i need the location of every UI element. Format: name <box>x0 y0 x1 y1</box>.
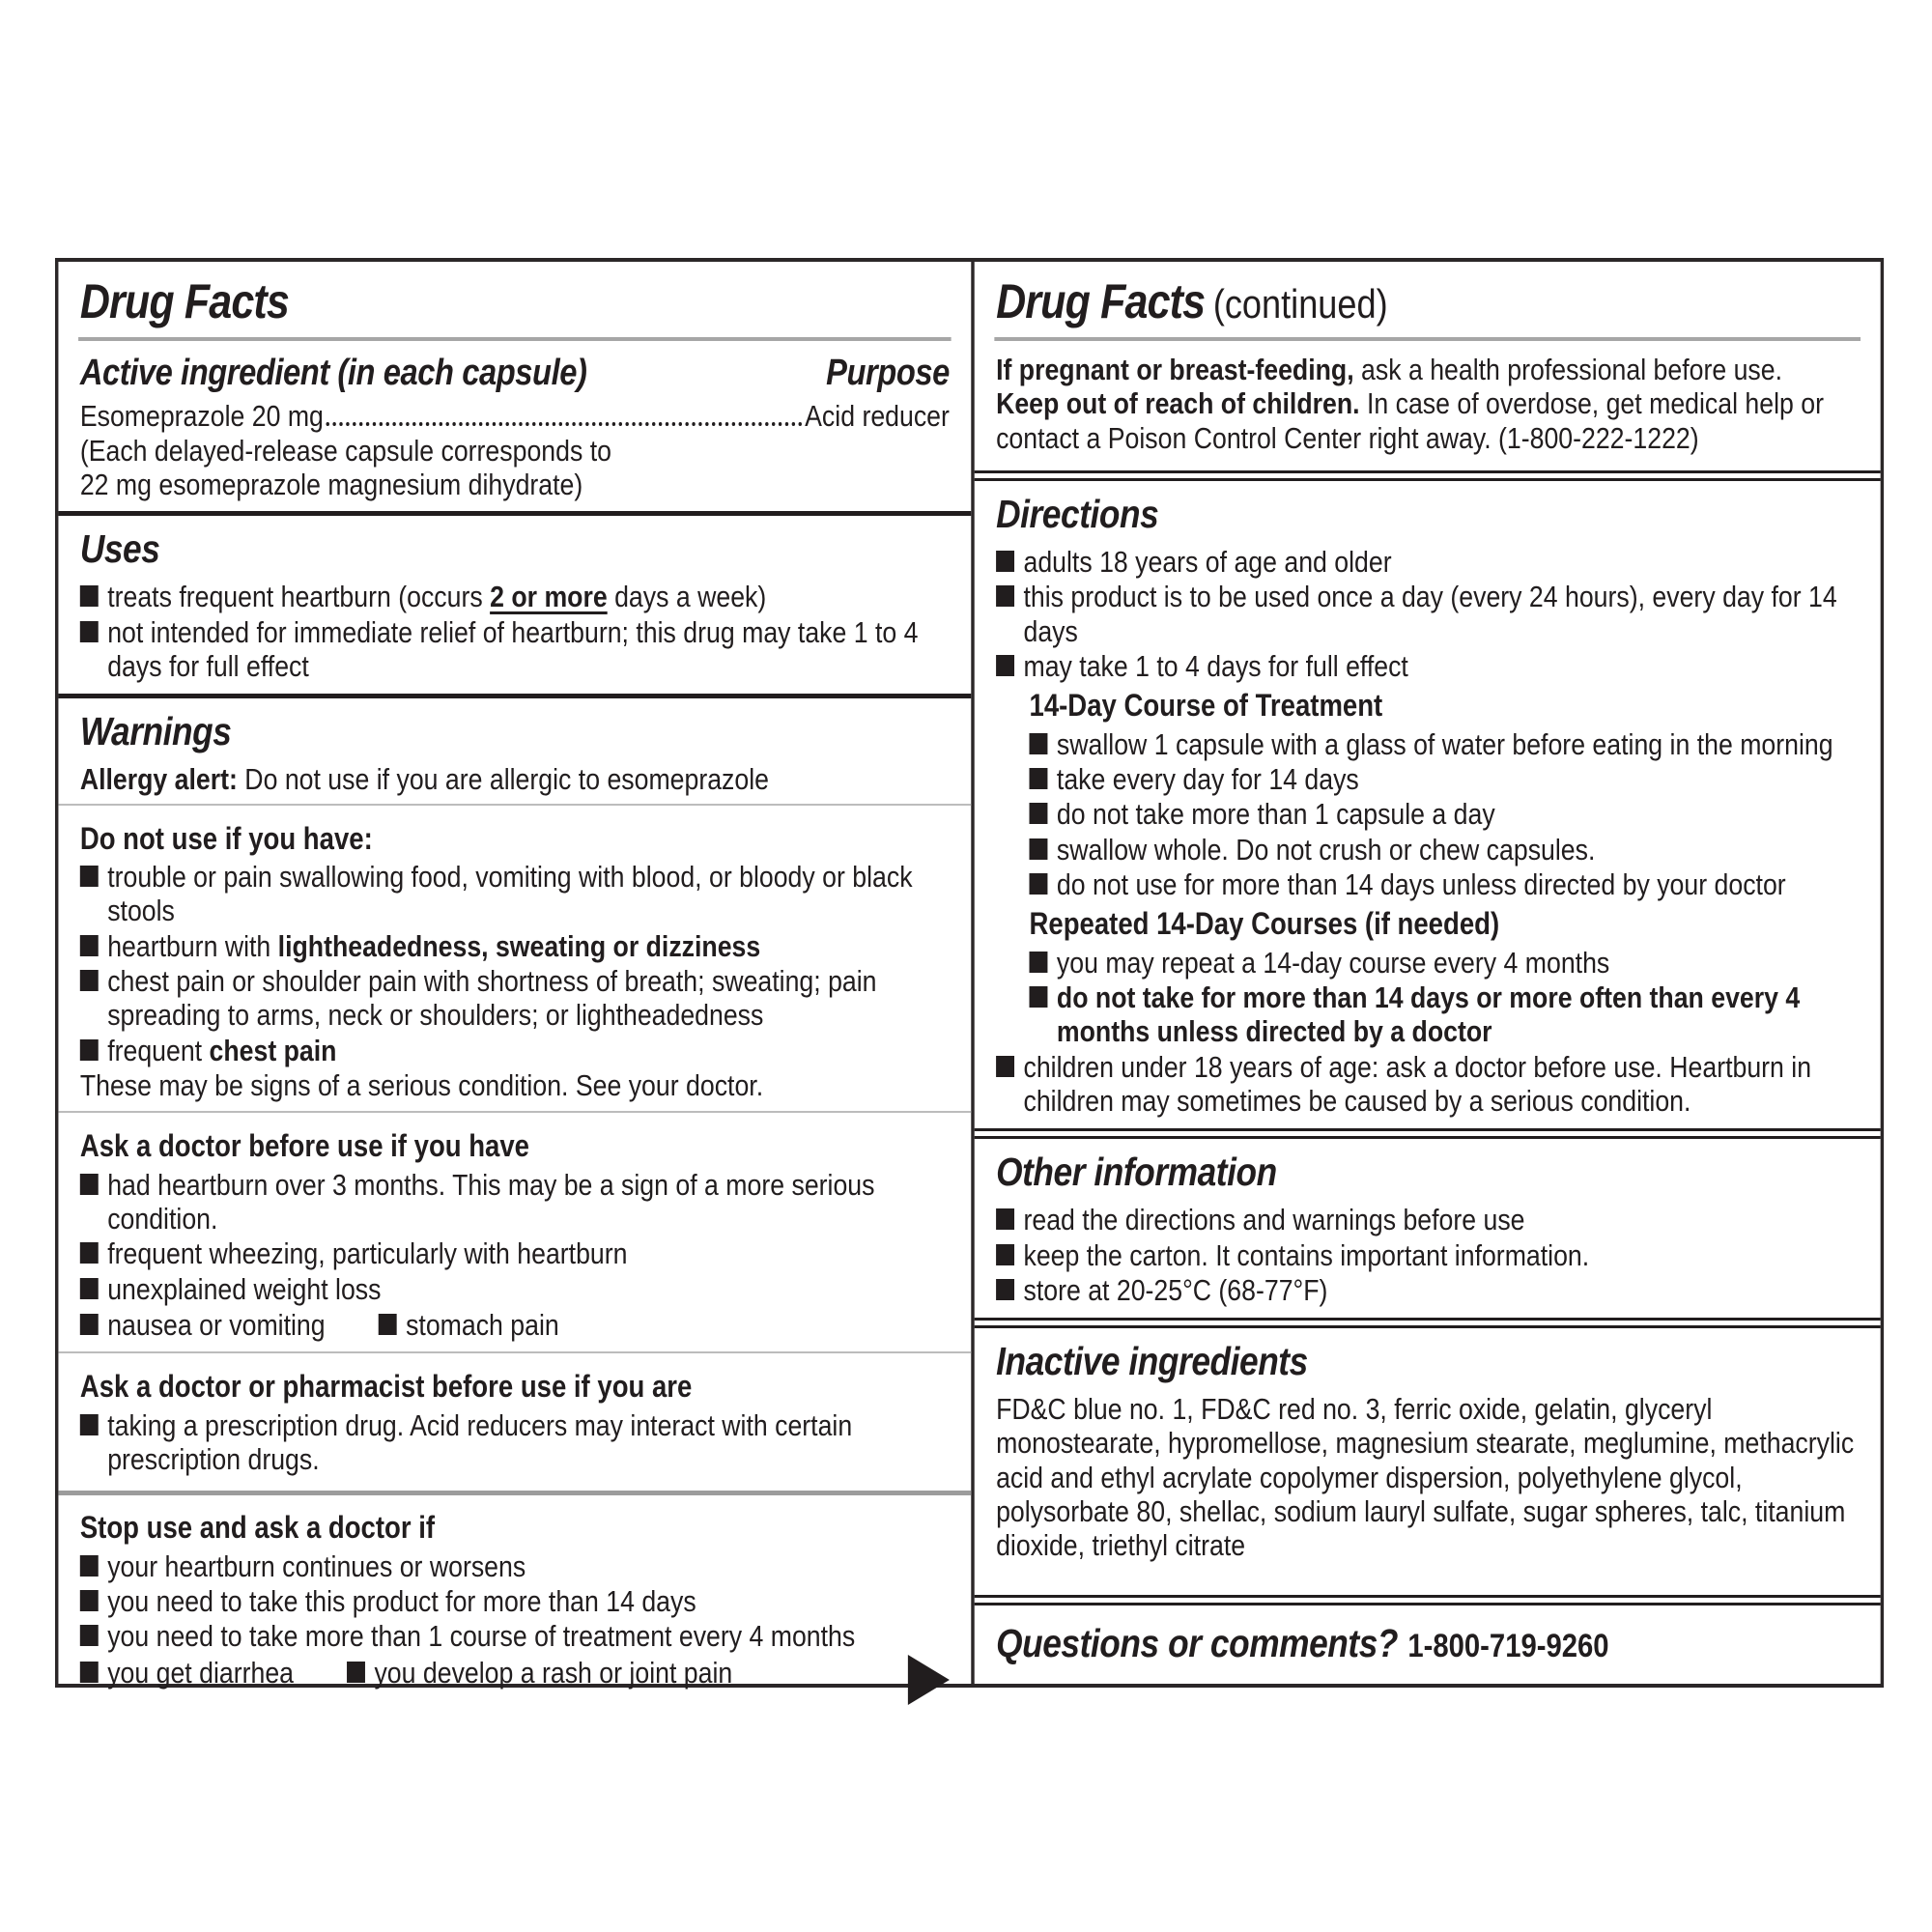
stop-use-heading: Stop use and ask a doctor if <box>79 1510 436 1546</box>
allergy-alert-lead: Allergy alert: <box>79 762 238 797</box>
keep-out-of-reach-line <box>996 386 1859 455</box>
active-ingredient-head-row <box>80 353 950 394</box>
uses-title: Uses <box>79 526 160 572</box>
do-not-use-bullet-4 <box>80 1034 950 1067</box>
ask-pharmacist-bullet-1 <box>80 1408 950 1477</box>
directions-bullet-4 <box>996 1050 1859 1119</box>
stop-use-bullet-4b-text: you develop a rash or joint pain <box>374 1655 733 1690</box>
do-not-use-b2-pre: heartburn with <box>107 928 278 963</box>
course-bullet-1 <box>1030 727 1860 761</box>
ask-doctor-bullet-2 <box>80 1236 950 1270</box>
pregnancy-warning-section <box>975 341 1881 470</box>
continued-text: (continued) <box>1212 281 1388 327</box>
bullet-square-icon <box>80 1590 99 1611</box>
drug-facts-continued-title <box>996 275 1859 327</box>
bullet-square-icon <box>1030 986 1048 1008</box>
other-bullet-2-text: keep the carton. It contains important information. <box>1023 1237 1590 1272</box>
stop-use-block <box>58 1491 971 1718</box>
ask-doctor-bullet-pair <box>80 1307 950 1343</box>
other-information-section <box>975 1139 1881 1318</box>
bullet-square-icon <box>1030 873 1048 895</box>
purpose-heading: Purpose <box>826 353 950 393</box>
bullet-square-icon <box>1030 838 1048 860</box>
uses-bullet-1-text <box>107 580 950 613</box>
bullet-square-icon <box>80 1314 99 1335</box>
do-not-use-b4-bold: chest pain <box>209 1033 337 1067</box>
course-bullet-1-text: swallow 1 capsule with a glass of water before eating in the morning <box>1056 726 1833 761</box>
drug-facts-title: Drug Facts <box>79 274 289 328</box>
ask-pharmacist-subsection <box>58 1356 971 1491</box>
other-bullet-3-text: store at 20-25°C (68-77°F) <box>1023 1272 1328 1307</box>
ask-doctor-bullet-3-text: unexplained weight loss <box>107 1271 382 1306</box>
drug-facts-panel <box>55 258 1884 1688</box>
bullet-square-icon <box>80 1625 99 1646</box>
stop-use-bullet-2-text: you need to take this product for more than 14 days <box>107 1584 696 1618</box>
bullet-square-icon <box>80 1662 99 1683</box>
do-not-use-bullet-3-text: chest pain or shoulder pain with shortness of breath; sweating; pain spreading to arms, neck or shoulders; or lightheadedness <box>107 963 877 1033</box>
do-not-use-b4-pre: frequent <box>107 1033 210 1067</box>
ask-doctor-bullet-2-text: frequent wheezing, particularly with heartburn <box>107 1236 628 1271</box>
stop-use-bullet-2 <box>80 1584 950 1618</box>
uses-section <box>58 516 971 694</box>
allergy-alert-rest: Do not use if you are allergic to esomeprazole <box>237 762 770 797</box>
do-not-use-subsection <box>58 809 971 1109</box>
course-bullet-5 <box>1030 867 1860 901</box>
uses-b1-emphasis: 2 or more <box>490 580 608 614</box>
continue-arrow-icon <box>908 1655 950 1705</box>
bullet-square-icon <box>996 1279 1014 1300</box>
keep-out-rest: In case of overdose, get medical help or contact a Poison Control Center right away. (1-800-222-1222) <box>996 386 1824 455</box>
bullet-square-icon <box>347 1662 365 1683</box>
questions-block <box>975 1595 1881 1684</box>
repeat-bullet-1-text: you may repeat a 14-day course every 4 months <box>1056 945 1610 980</box>
stop-use-bullet-3-text: you need to take more than 1 course of treatment every 4 months <box>107 1619 856 1654</box>
directions-bullet-2 <box>996 580 1859 648</box>
course-bullet-3 <box>1030 797 1860 831</box>
pregnancy-line <box>996 353 1859 386</box>
bullet-square-icon <box>80 1174 99 1195</box>
stop-use-bullet-1 <box>80 1549 950 1583</box>
inactive-ingredients-section <box>975 1328 1881 1573</box>
inactive-ingredients-text: FD&C blue no. 1, FD&C red no. 3, ferric oxide, gelatin, glyceryl monostearate, hypromellose, magnesium stearate, meglumine, methacrylic acid and ethyl acrylate copolymer dispersion, polyethylene glycol, polysorbate 80, shellac, sodium lauryl sulfate, sugar spheres, talc, titanium dioxide, triethyl citrate <box>996 1392 1855 1563</box>
bullet-square-icon <box>80 1242 99 1264</box>
do-not-use-b2-bold: lightheadedness, sweating or dizziness <box>277 928 761 963</box>
bullet-square-icon <box>996 655 1014 676</box>
course-bullet-2 <box>1030 762 1860 796</box>
other-information-title: Other information <box>996 1150 1277 1195</box>
stop-use-bullet-4a <box>80 1656 294 1690</box>
directions-title: Directions <box>996 491 1159 536</box>
ask-doctor-subsection <box>58 1116 971 1349</box>
do-not-use-bullet-1-text: trouble or pain swallowing food, vomiting with blood, or bloody or black stools <box>107 859 913 928</box>
serious-condition-note: These may be signs of a serious condition. See your doctor. <box>79 1067 764 1102</box>
bullet-square-icon <box>1030 733 1048 754</box>
uses-bullet-1 <box>80 580 950 613</box>
questions-title: Questions or comments? <box>996 1621 1399 1665</box>
directions-bullet-1 <box>996 545 1859 579</box>
drug-facts-label <box>55 258 1932 1688</box>
section-divider <box>975 1318 1881 1328</box>
bullet-square-icon <box>996 1056 1014 1077</box>
drug-facts-title-text: Drug Facts <box>996 274 1206 328</box>
course-bullet-2-text: take every day for 14 days <box>1056 761 1359 796</box>
other-bullet-1 <box>996 1203 1859 1236</box>
uses-bullet-2 <box>80 615 950 684</box>
stop-use-bullet-4b <box>347 1656 732 1690</box>
section-divider <box>975 470 1881 481</box>
course-bullet-4 <box>1030 833 1860 867</box>
bullet-square-icon <box>80 1039 99 1061</box>
ingredient-row <box>80 398 950 434</box>
pregnancy-lead: If pregnant or breast-feeding, <box>996 353 1354 386</box>
repeat-heading: Repeated 14-Day Courses (if needed) <box>1029 906 1500 942</box>
uses-b1-post: days a week) <box>607 580 767 614</box>
ask-doctor-heading: Ask a doctor before use if you have <box>79 1128 529 1164</box>
subsection-divider <box>58 1111 971 1113</box>
allergy-alert <box>80 762 950 796</box>
bullet-square-icon <box>80 866 99 887</box>
do-not-use-heading: Do not use if you have: <box>79 820 373 856</box>
course-bullet-4-text: swallow whole. Do not crush or chew capsules. <box>1056 832 1596 867</box>
bullet-square-icon <box>80 970 99 991</box>
bullet-square-icon <box>80 1414 99 1435</box>
ask-doctor-bullet-3 <box>80 1272 950 1306</box>
directions-section <box>975 481 1881 1128</box>
do-not-use-bullet-1 <box>80 860 950 928</box>
uses-b1-pre: treats frequent heartburn (occurs <box>107 580 491 614</box>
active-ingredient-section <box>58 341 971 511</box>
left-titlebar <box>58 262 971 327</box>
ingredient-name: Esomeprazole 20 mg <box>79 398 324 433</box>
bullet-square-icon <box>80 1278 99 1299</box>
bullet-square-icon <box>379 1314 397 1335</box>
ingredient-note-line1: (Each delayed-release capsule corresponds to <box>79 433 611 468</box>
bullet-square-icon <box>80 621 99 642</box>
repeat-bullet-1 <box>1030 946 1860 980</box>
bullet-square-icon <box>996 1244 1014 1265</box>
warnings-title: Warnings <box>79 709 232 754</box>
bullet-square-icon <box>80 585 99 607</box>
ask-doctor-bullet-4a-text: nausea or vomiting <box>107 1307 326 1342</box>
directions-bullet-2-text: this product is to be used once a day (every 24 hours), every day for 14 days <box>1023 580 1837 648</box>
keep-out-lead: Keep out of reach of children. <box>996 386 1360 421</box>
right-column <box>975 262 1881 1684</box>
section-divider <box>975 1595 1881 1605</box>
bullet-square-icon <box>80 1555 99 1577</box>
active-ingredient-heading: Active ingredient (in each capsule) <box>79 353 587 393</box>
stop-use-bullet-pair <box>80 1655 950 1705</box>
subsection-divider <box>58 1351 971 1353</box>
bullet-square-icon <box>996 1208 1014 1230</box>
section-divider <box>975 1128 1881 1139</box>
stop-use-subsection <box>58 1495 971 1718</box>
questions-section <box>975 1605 1881 1684</box>
directions-bullet-3-text: may take 1 to 4 days for full effect <box>1023 648 1408 683</box>
ask-doctor-bullet-4a <box>80 1308 326 1342</box>
ask-doctor-bullet-1-text: had heartburn over 3 months. This may be a sign of a more serious condition. <box>107 1167 875 1236</box>
inactive-ingredients-title: Inactive ingredients <box>996 1339 1308 1384</box>
uses-bullet-2-text: not intended for immediate relief of heartburn; this drug may take 1 to 4 days for full effect <box>107 614 919 683</box>
directions-bullet-4-text: children under 18 years of age: ask a doctor before use. Heartburn in children may sometimes be caused by a serious condition. <box>1023 1049 1812 1118</box>
pregnancy-rest: ask a health professional before use. <box>1353 353 1783 386</box>
ask-pharmacist-heading: Ask a doctor or pharmacist before use if you are <box>79 1369 693 1405</box>
do-not-use-bullet-2-text <box>107 929 950 963</box>
other-bullet-1-text: read the directions and warnings before use <box>1023 1203 1525 1237</box>
ask-pharmacist-bullet-1-text: taking a prescription drug. Acid reducers may interact with certain prescription drugs. <box>107 1407 853 1476</box>
ask-doctor-bullet-4b-text: stomach pain <box>406 1307 559 1342</box>
subsection-divider <box>58 804 971 806</box>
do-not-use-bullet-2 <box>80 929 950 963</box>
ingredient-note-line2: 22 mg esomeprazole magnesium dihydrate) <box>79 468 583 502</box>
other-bullet-2 <box>996 1238 1859 1272</box>
other-bullet-3 <box>996 1273 1859 1307</box>
warnings-section <box>58 698 971 800</box>
course-heading: 14-Day Course of Treatment <box>1029 688 1383 724</box>
purpose-value: Acid reducer <box>805 398 950 433</box>
stop-use-bullet-3 <box>80 1619 950 1653</box>
directions-bullet-1-text: adults 18 years of age and older <box>1023 544 1392 579</box>
dotted-leader <box>326 422 802 426</box>
right-titlebar <box>975 262 1881 327</box>
bullet-square-icon <box>996 585 1014 607</box>
course-bullet-3-text: do not take more than 1 capsule a day <box>1056 797 1495 832</box>
left-column <box>58 262 974 1690</box>
bullet-square-icon <box>996 551 1014 572</box>
ask-doctor-bullet-1 <box>80 1168 950 1236</box>
repeat-bullet-2 <box>1030 980 1860 1049</box>
course-bullet-5-text: do not use for more than 14 days unless directed by your doctor <box>1056 867 1786 901</box>
ask-doctor-bullet-4b <box>379 1308 559 1342</box>
bullet-square-icon <box>1030 803 1048 824</box>
bullet-square-icon <box>80 935 99 956</box>
do-not-use-bullet-3 <box>80 964 950 1033</box>
stop-use-bullet-1-text: your heartburn continues or worsens <box>107 1548 526 1583</box>
bullet-square-icon <box>1030 952 1048 973</box>
bullet-square-icon <box>1030 768 1048 789</box>
stop-use-bullet-4a-text: you get diarrhea <box>107 1655 295 1690</box>
do-not-use-bullet-4-text <box>107 1034 950 1067</box>
repeat-bullet-2-text: do not take for more than 14 days or more often than every 4 months unless directed by a doctor <box>1056 980 1801 1049</box>
directions-bullet-3 <box>996 649 1859 683</box>
questions-phone-number: 1-800-719-9260 <box>1407 1628 1609 1664</box>
